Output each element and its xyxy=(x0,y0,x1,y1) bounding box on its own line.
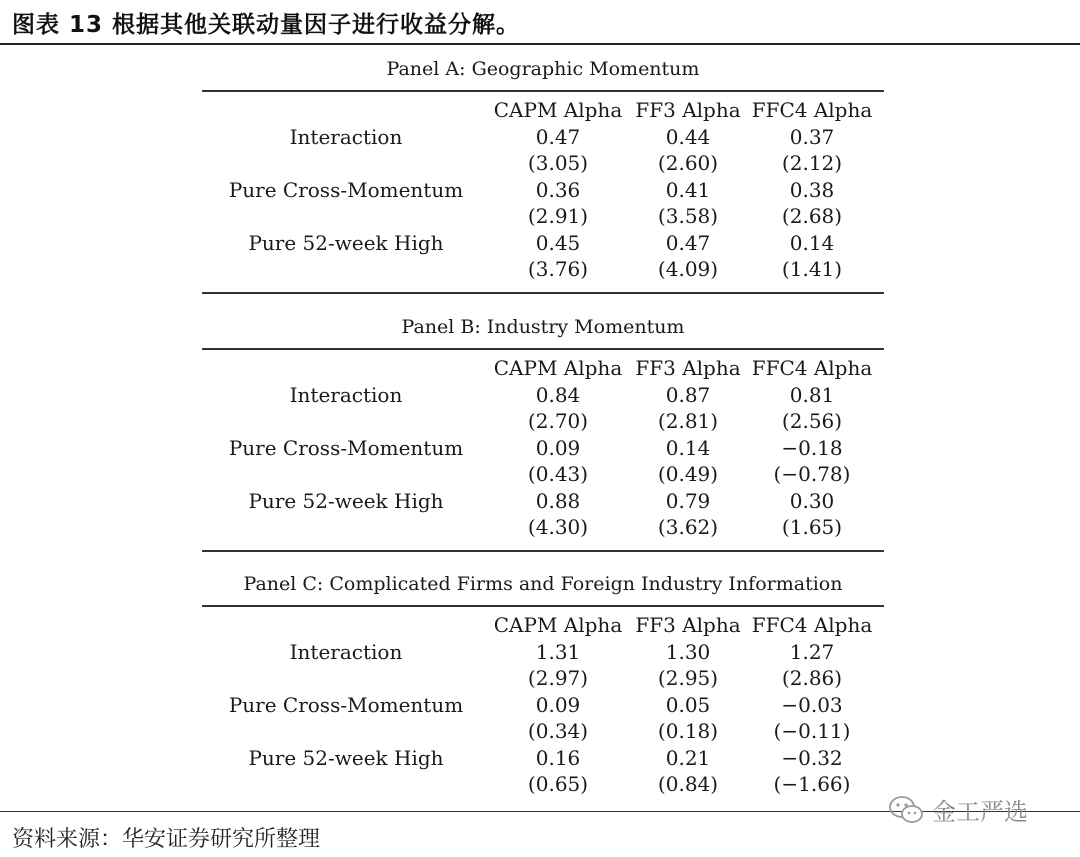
panel-title: Panel B: Industry Momentum xyxy=(401,316,685,338)
coef-value: −0.03 xyxy=(781,692,843,717)
row-label: Pure Cross-Momentum xyxy=(228,692,464,717)
t-stat-value: (1.41) xyxy=(781,257,843,281)
coef-value: 0.21 xyxy=(665,745,711,770)
t-stat-value: (−0.78) xyxy=(773,462,851,486)
panel-rule xyxy=(202,90,884,92)
t-stat-value: (2.91) xyxy=(527,204,589,228)
row-label: Interaction xyxy=(289,124,403,149)
coef-value: −0.32 xyxy=(781,745,843,770)
t-stat-value: (0.18) xyxy=(657,719,719,743)
panel-bottom-rule xyxy=(202,292,884,294)
coef-value: 1.27 xyxy=(789,639,835,664)
t-stat-value: (4.09) xyxy=(657,257,719,281)
t-stat-value: (2.95) xyxy=(657,666,719,690)
t-stat-value: (0.65) xyxy=(527,772,589,796)
row-label: Pure 52-week High xyxy=(248,488,444,513)
coef-value: 0.47 xyxy=(535,124,581,149)
coef-value: 0.44 xyxy=(665,124,711,149)
t-stat-value: (2.70) xyxy=(527,409,589,433)
panel-bottom-rule xyxy=(202,550,884,552)
coef-value: 0.14 xyxy=(665,435,711,460)
t-stat-value: (3.05) xyxy=(527,151,589,175)
coef-value: 0.45 xyxy=(535,230,581,255)
t-stat-value: (3.62) xyxy=(657,515,719,539)
coef-value: 1.30 xyxy=(665,639,711,664)
column-header: FF3 Alpha xyxy=(635,356,741,380)
row-label: Pure Cross-Momentum xyxy=(228,435,464,460)
column-header: FF3 Alpha xyxy=(635,613,741,637)
column-header: CAPM Alpha xyxy=(493,613,623,637)
panel-rule xyxy=(202,348,884,350)
coef-value: 0.14 xyxy=(789,230,835,255)
t-stat-value: (−0.11) xyxy=(773,719,851,743)
source-note: 资料来源：华安证券研究所整理 xyxy=(12,827,321,852)
column-header: CAPM Alpha xyxy=(493,98,623,122)
coef-value: 0.38 xyxy=(789,177,835,202)
t-stat-value: (0.84) xyxy=(657,772,719,796)
coef-value: 0.30 xyxy=(789,488,835,513)
column-header: FF3 Alpha xyxy=(635,98,741,122)
coef-value: 0.88 xyxy=(535,488,581,513)
row-label: Interaction xyxy=(289,639,403,664)
t-stat-value: (4.30) xyxy=(527,515,589,539)
panel-title: Panel C: Complicated Firms and Foreign Industry Information xyxy=(243,573,843,595)
coef-value: 0.37 xyxy=(789,124,835,149)
t-stat-value: (2.60) xyxy=(657,151,719,175)
coef-value: 1.31 xyxy=(535,639,581,664)
row-label: Pure 52-week High xyxy=(248,230,444,255)
coef-value: −0.18 xyxy=(781,435,843,460)
column-header: FFC4 Alpha xyxy=(751,356,873,380)
row-label: Pure 52-week High xyxy=(248,745,444,770)
t-stat-value: (3.76) xyxy=(527,257,589,281)
panel-title: Panel A: Geographic Momentum xyxy=(386,58,700,80)
column-header: FFC4 Alpha xyxy=(751,613,873,637)
coef-value: 0.16 xyxy=(535,745,581,770)
column-header: CAPM Alpha xyxy=(493,356,623,380)
t-stat-value: (0.34) xyxy=(527,719,589,743)
watermark-text: 金工严选 xyxy=(932,798,1028,826)
coef-value: 0.81 xyxy=(789,382,835,407)
t-stat-value: (0.49) xyxy=(657,462,719,486)
t-stat-value: (0.43) xyxy=(527,462,589,486)
t-stat-value: (−1.66) xyxy=(773,772,851,796)
coef-value: 0.36 xyxy=(535,177,581,202)
coef-value: 0.47 xyxy=(665,230,711,255)
t-stat-value: (2.81) xyxy=(657,409,719,433)
t-stat-value: (1.65) xyxy=(781,515,843,539)
t-stat-value: (2.86) xyxy=(781,666,843,690)
coef-value: 0.84 xyxy=(535,382,581,407)
panel-rule xyxy=(202,605,884,607)
coef-value: 0.87 xyxy=(665,382,711,407)
wechat-icon xyxy=(888,795,924,825)
coef-value: 0.05 xyxy=(665,692,711,717)
row-label: Interaction xyxy=(289,382,403,407)
row-label: Pure Cross-Momentum xyxy=(228,177,464,202)
coef-value: 0.09 xyxy=(535,435,581,460)
coef-value: 0.41 xyxy=(665,177,711,202)
t-stat-value: (3.58) xyxy=(657,204,719,228)
t-stat-value: (2.68) xyxy=(781,204,843,228)
title-divider xyxy=(0,43,1080,45)
t-stat-value: (2.97) xyxy=(527,666,589,690)
column-header: FFC4 Alpha xyxy=(751,98,873,122)
coef-value: 0.09 xyxy=(535,692,581,717)
coef-value: 0.79 xyxy=(665,488,711,513)
t-stat-value: (2.56) xyxy=(781,409,843,433)
t-stat-value: (2.12) xyxy=(781,151,843,175)
watermark xyxy=(888,792,1028,827)
figure-title: 图表 13 根据其他关联动量因子进行收益分解。 xyxy=(12,12,521,38)
